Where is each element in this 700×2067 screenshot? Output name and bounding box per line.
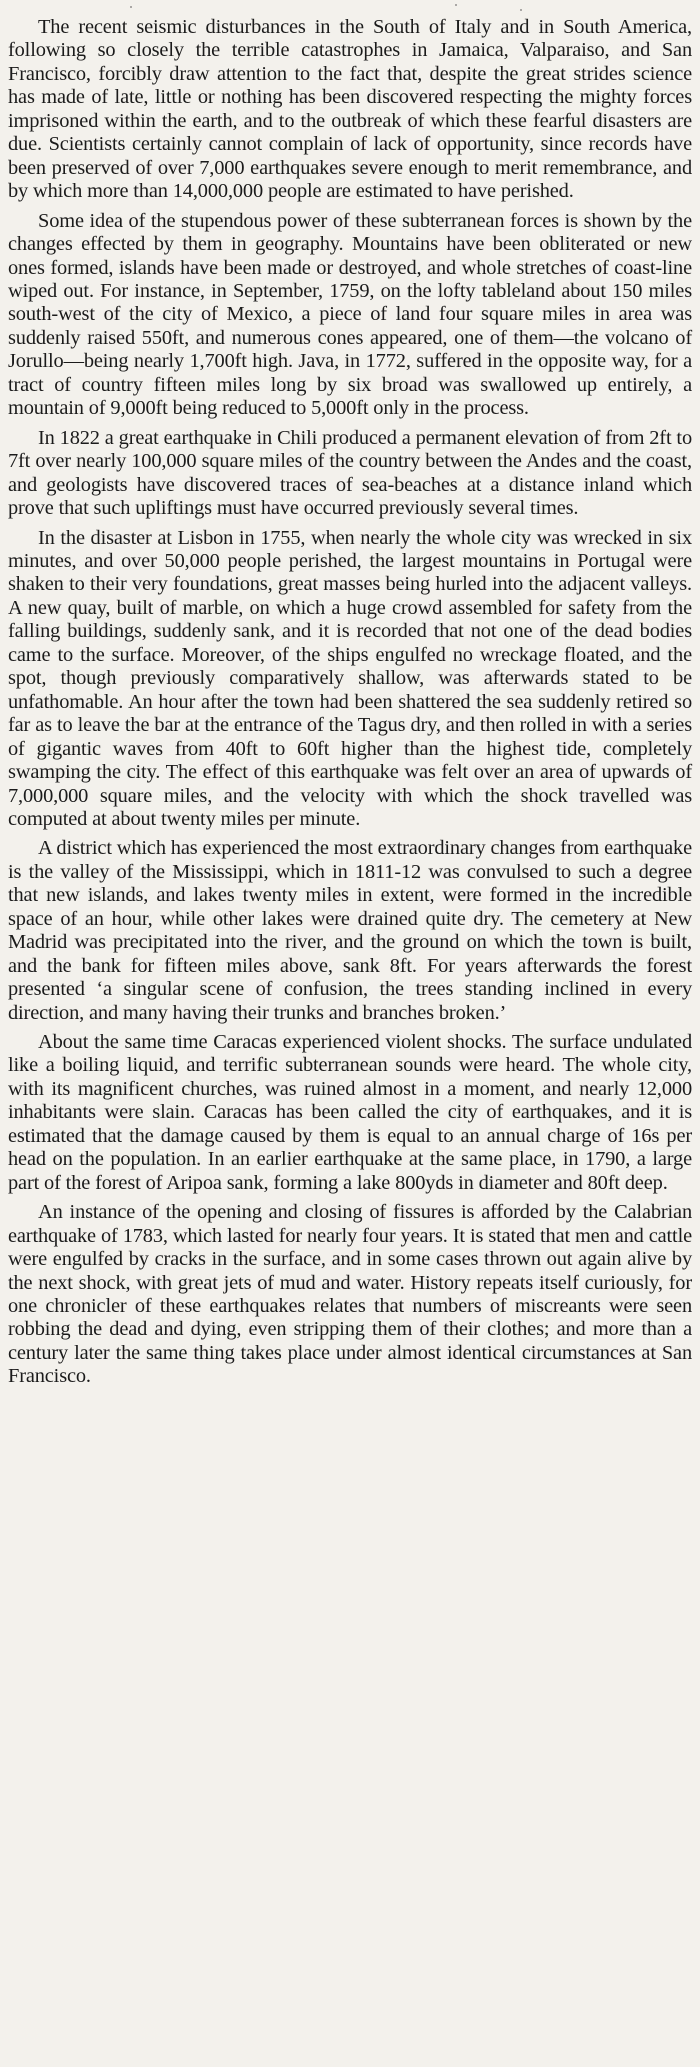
paragraph-1: The recent seismic disturbances in the South of Italy and in South America, following so closely the terrible catastrophes in Jamaica, Valparaiso, and San Francisco, forcibly draw attention to the fact that, despite the great strides science has made of late, little or nothing has been discovered respecting the mighty forces imprisoned within the earth, and to the outbreak of which these fearful disasters are due. Scientists certainly cannot complain of lack of opportunity, since records have been preserved of over 7,000 earthquakes severe enough to merit remembrance, and by which more than 14,000,000 people are estimated to have perished. <box>8 16 692 203</box>
paragraph-7: An instance of the opening and closing of fissures is afforded by the Calabrian earthquake of 1783, which lasted for nearly four years. It is stated that men and cattle were engulfed by cracks in the surface, and in some cases thrown out again alive by the next shock, with great jets of mud and water. History repeats itself curiously, for one chronicler of these earthquakes relates that numbers of miscreants were seen robbing the dead and dying, even stripping them of their clothes; and more than a century later the same thing takes place under almost identical circumstances at San Francisco. <box>8 1201 692 1388</box>
paragraph-5: A district which has experienced the most extraordinary changes from earthquake is the valley of the Mississippi, which in 1811-12 was convulsed to such a degree that new islands, and lakes twenty miles in extent, were formed in the incredible space of an hour, while other lakes were drained quite dry. The cemetery at New Madrid was precipitated into the river, and the ground on which the town is built, and the bank for fifteen miles above, sank 8ft. For years afterwards the forest presented ‘a singular scene of confusion, the trees standing inclined in every direction, and many having their trunks and branches broken.’ <box>8 837 693 1024</box>
paragraph-2: Some idea of the stupendous power of these subterranean forces is shown by the changes effected by them in geography. Mountains have been obliterated or new ones formed, islands have been made or destroyed, and whole stretches of coast-line wiped out. For instance, in September, 1759, on the lofty tableland about 150 miles south-west of the city of Mexico, a piece of land four square miles in area was suddenly raised 550ft, and numerous cones appeared, one of them—the volcano of Jorullo—being nearly 1,700ft high. Java, in 1772, suffered in the opposite way, for a tract of country fifteen miles long by six broad was swallowed up entirely, a mountain of 9,000ft being reduced to 5,000ft only in the process. <box>8 209 692 420</box>
article-column <box>8 16 692 1395</box>
print-speck <box>520 9 522 11</box>
print-speck <box>130 6 132 8</box>
paragraph-3: In 1822 a great earthquake in Chili produced a permanent elevation of from 2ft to 7ft over nearly 100,000 square miles of the country between the Andes and the coast, and geologists have discovered traces of sea-beaches at a distance inland which prove that such upliftings must have occurred previously several times. <box>8 426 692 520</box>
paragraph-4: In the disaster at Lisbon in 1755, when nearly the whole city was wrecked in six minutes, and over 50,000 people perished, the largest mountains in Portugal were shaken to their very foundations, great masses being hurled into the adjacent valleys. A new quay, built of marble, on which a huge crowd assembled for safety from the falling buildings, suddenly sank, and it is recorded that not one of the dead bodies came to the surface. Moreover, of the ships engulfed no wreckage floated, and the spot, though previously comparatively shallow, was afterwards stated to be unfathomable. An hour after the town had been shattered the sea suddenly retired so far as to leave the bar at the entrance of the Tagus dry, and then rolled in with a series of gigantic waves from 40ft to 60ft higher than the highest tide, completely swamping the city. The effect of this earthquake was felt over an area of upwards of 7,000,000 square miles, and the velocity with which the shock travelled was computed at about twenty miles per minute. <box>8 526 692 830</box>
paragraph-6: About the same time Caracas experienced violent shocks. The surface undulated like a boiling liquid, and terrific subterranean sounds were heard. The whole city, with its magnificent churches, was ruined almost in a moment, and nearly 12,000 inhabitants were slain. Caracas has been called the city of earthquakes, and it is estimated that the damage caused by them is equal to an annual charge of 16s per head on the population. In an earlier earthquake at the same place, in 1790, a large part of the forest of Aripoa sank, forming a lake 800yds in diameter and 80ft deep. <box>8 1031 692 1194</box>
print-speck <box>455 4 457 6</box>
